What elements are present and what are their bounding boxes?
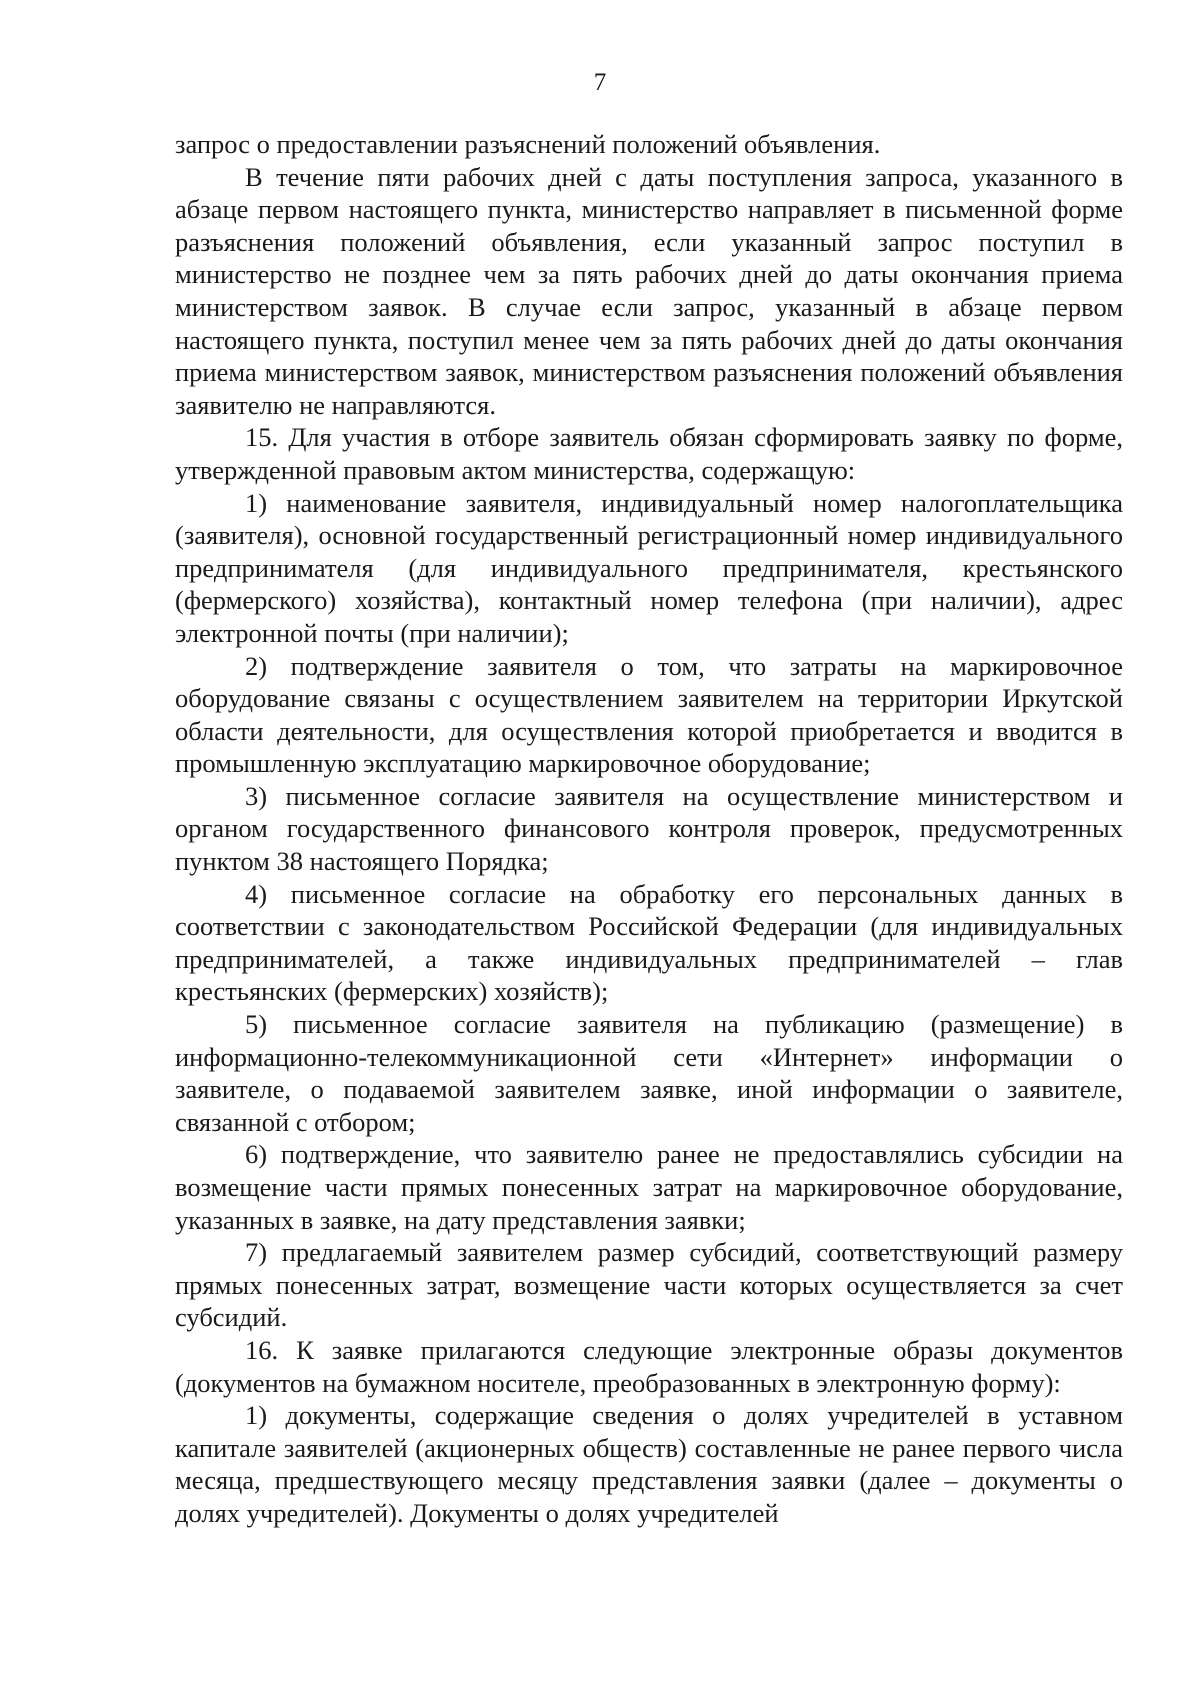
page-number: 7 (593, 69, 607, 96)
list-item: 5) письменное согласие заявителя на публикацию (размещение) в информационно-телекоммуникационной сети «Интернет» информации о заявителе, о подаваемой заявителем заявке, иной информации о заявителе, связанной с отбором; (175, 1009, 1123, 1137)
paragraph: 16. К заявке прилагаются следующие электронные образы документов (документов на бумажном носителе, преобразованных в электронную форму): (175, 1334, 1123, 1398)
list-item: 1) документы, содержащие сведения о долях учредителей в уставном капитале заявителей (акционерных обществ) составленные не ранее первого числа месяца, предшествующего месяцу представления заявки (далее – документы о долях учредителей). Документы о долях учредителей (175, 1400, 1123, 1528)
paragraph: В течение пяти рабочих дней с даты поступления запроса, указанного в абзаце первом настоящего пункта, министерство направляет в письменной форме разъяснения положений объявления, если указанный запрос поступил в министерство не позднее чем за пять рабочих дней до даты окончания приема министерством заявок. В случае если запрос, указанный в абзаце первом настоящего пункта, поступил менее чем за пять рабочих дней до даты окончания приема министерством заявок, министерством разъяснения положений объявления заявителю не направляются. (175, 161, 1123, 420)
paragraph: запрос о предоставлении разъяснений положений объявления. (175, 129, 881, 159)
list-item: 7) предлагаемый заявителем размер субсидий, соответствующий размеру прямых понесенных затрат, возмещение части которых осуществляется за счет субсидий. (175, 1237, 1123, 1333)
document-body (175, 128, 1123, 1530)
list-item: 2) подтверждение заявителя о том, что затраты на маркировочное оборудование связаны с осуществлением заявителем на территории Иркутской области деятельности, для осуществления которой приобретается и вводится в промышленную эксплуатацию маркировочное оборудование; (175, 650, 1123, 779)
list-item: 3) письменное согласие заявителя на осуществление министерством и органом государственного финансового контроля проверок, предусмотренных пунктом 38 настоящего Порядка; (175, 780, 1123, 877)
paragraph: 15. Для участия в отборе заявитель обязан сформировать заявку по форме, утвержденной правовым актом министерства, содержащую: (175, 422, 1123, 485)
list-item: 1) наименование заявителя, индивидуальный номер налогоплательщика (заявителя), основной государственный регистрационный номер индивидуального предпринимателя (для индивидуального предпринимателя, крестьянского (фермерского) хозяйства), контактный номер телефона (при наличии), адрес электронной почты (при наличии); (175, 487, 1123, 648)
list-item: 4) письменное согласие на обработку его персональных данных в соответствии с законодательством Российской Федерации (для индивидуальных предпринимателей, а также индивидуальных предпринимателей – глав крестьянских (фермерских) хозяйств); (175, 878, 1123, 1007)
list-item: 6) подтверждение, что заявителю ранее не предоставлялись субсидии на возмещение части прямых понесенных затрат на маркировочное оборудование, указанных в заявке, на дату представления заявки; (175, 1139, 1123, 1235)
